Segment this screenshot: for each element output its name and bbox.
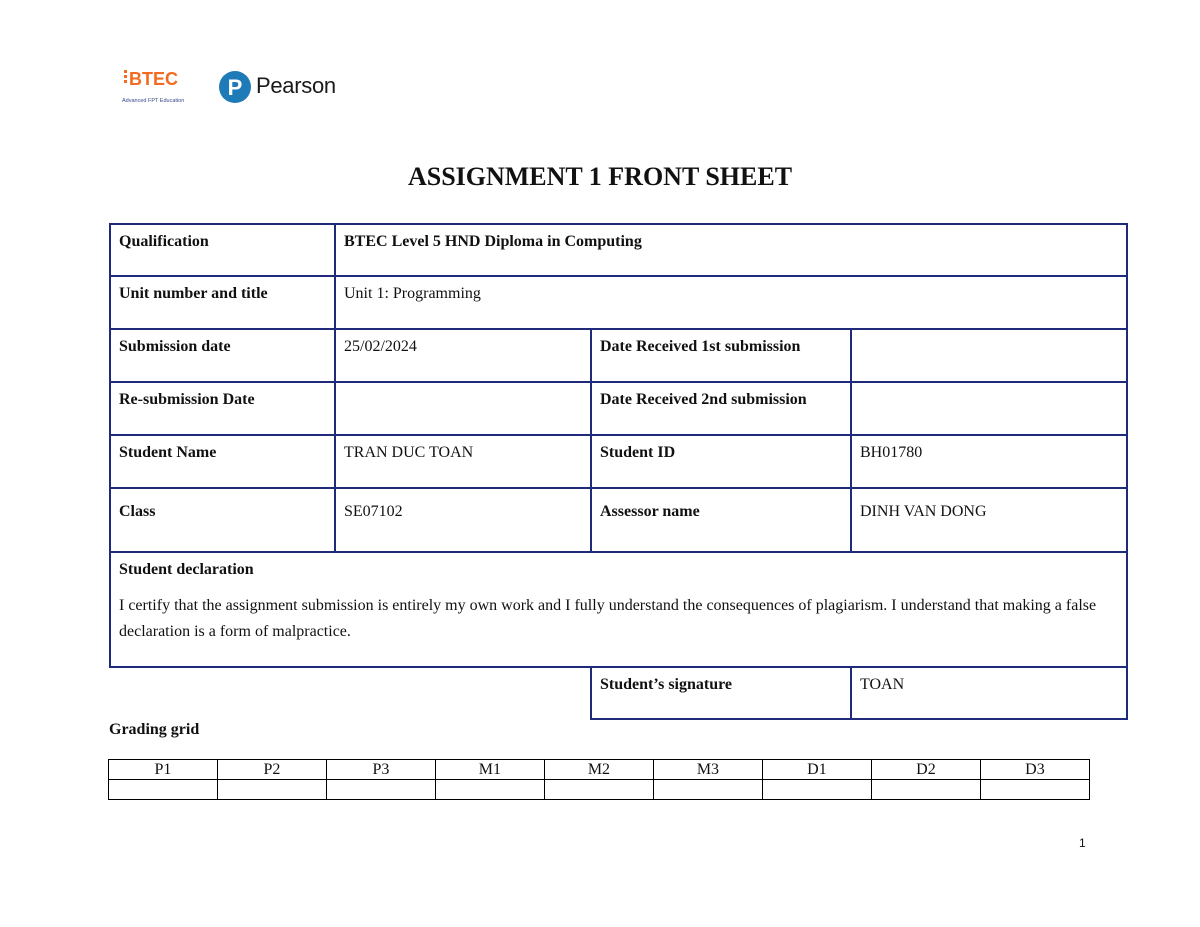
unit-label: Unit number and title bbox=[109, 275, 336, 330]
signature-label: Student’s signature bbox=[590, 666, 852, 720]
unit-value: Unit 1: Programming bbox=[334, 275, 1128, 330]
header-logos bbox=[120, 66, 360, 110]
grade-value-d1 bbox=[762, 780, 871, 800]
student-name-value: TRAN DUC TOAN bbox=[334, 434, 592, 489]
submission-date-label: Submission date bbox=[109, 328, 336, 383]
resubmission-label: Re-submission Date bbox=[109, 381, 336, 436]
declaration-heading: Student declaration bbox=[119, 561, 254, 578]
grade-value-m2 bbox=[544, 780, 653, 800]
submission-date-value: 25/02/2024 bbox=[334, 328, 592, 383]
date-received-1-value bbox=[850, 328, 1128, 383]
signature-value: TOAN bbox=[850, 666, 1128, 720]
date-received-2-label: Date Received 2nd submission bbox=[590, 381, 852, 436]
grade-header-p1: P1 bbox=[109, 760, 218, 780]
grade-header-d2: D2 bbox=[871, 760, 980, 780]
assessor-label: Assessor name bbox=[590, 487, 852, 553]
grade-value-d2 bbox=[871, 780, 980, 800]
student-id-label: Student ID bbox=[590, 434, 852, 489]
pearson-logo-icon bbox=[218, 70, 252, 104]
grade-header-m3: M3 bbox=[653, 760, 762, 780]
qualification-label: Qualification bbox=[109, 223, 336, 277]
grading-grid bbox=[108, 759, 1090, 800]
grade-value-m3 bbox=[653, 780, 762, 800]
grade-header-p2: P2 bbox=[217, 760, 326, 780]
date-received-1-label: Date Received 1st submission bbox=[590, 328, 852, 383]
student-name-label: Student Name bbox=[109, 434, 336, 489]
resubmission-value bbox=[334, 381, 592, 436]
qualification-value: BTEC Level 5 HND Diploma in Computing bbox=[334, 223, 1128, 277]
grading-value-row bbox=[109, 780, 1090, 800]
class-label: Class bbox=[109, 487, 336, 553]
grade-header-d1: D1 bbox=[762, 760, 871, 780]
declaration-cell bbox=[109, 551, 1128, 668]
page-number: 1 bbox=[1079, 836, 1086, 850]
grade-value-m1 bbox=[435, 780, 544, 800]
grade-value-d3 bbox=[980, 780, 1089, 800]
class-value: SE07102 bbox=[334, 487, 592, 553]
declaration-text: I certify that the assignment submission is entirely my own work and I fully understand the consequences of plagiarism. I understand that making a false declaration is a form of malpractice. bbox=[119, 597, 1097, 640]
svg-text:P: P bbox=[227, 75, 243, 100]
btec-logo bbox=[120, 66, 200, 106]
grade-value-p2 bbox=[217, 780, 326, 800]
grade-header-p3: P3 bbox=[326, 760, 435, 780]
student-id-value: BH01780 bbox=[850, 434, 1128, 489]
grade-header-m2: M2 bbox=[544, 760, 653, 780]
grade-value-p1 bbox=[109, 780, 218, 800]
assessor-value: DINH VAN DONG bbox=[850, 487, 1128, 553]
grading-grid-label: Grading grid bbox=[109, 721, 200, 738]
page-title: ASSIGNMENT 1 FRONT SHEET bbox=[407, 162, 793, 191]
svg-text:Advanced FPT Education: Advanced FPT Education bbox=[122, 98, 185, 104]
svg-text:BTEC: BTEC bbox=[129, 69, 178, 89]
date-received-2-value bbox=[850, 381, 1128, 436]
pearson-wordmark: Pearson bbox=[256, 73, 336, 98]
grade-value-p3 bbox=[326, 780, 435, 800]
grade-header-d3: D3 bbox=[980, 760, 1089, 780]
grade-header-m1: M1 bbox=[435, 760, 544, 780]
grading-header-row bbox=[109, 760, 1090, 780]
